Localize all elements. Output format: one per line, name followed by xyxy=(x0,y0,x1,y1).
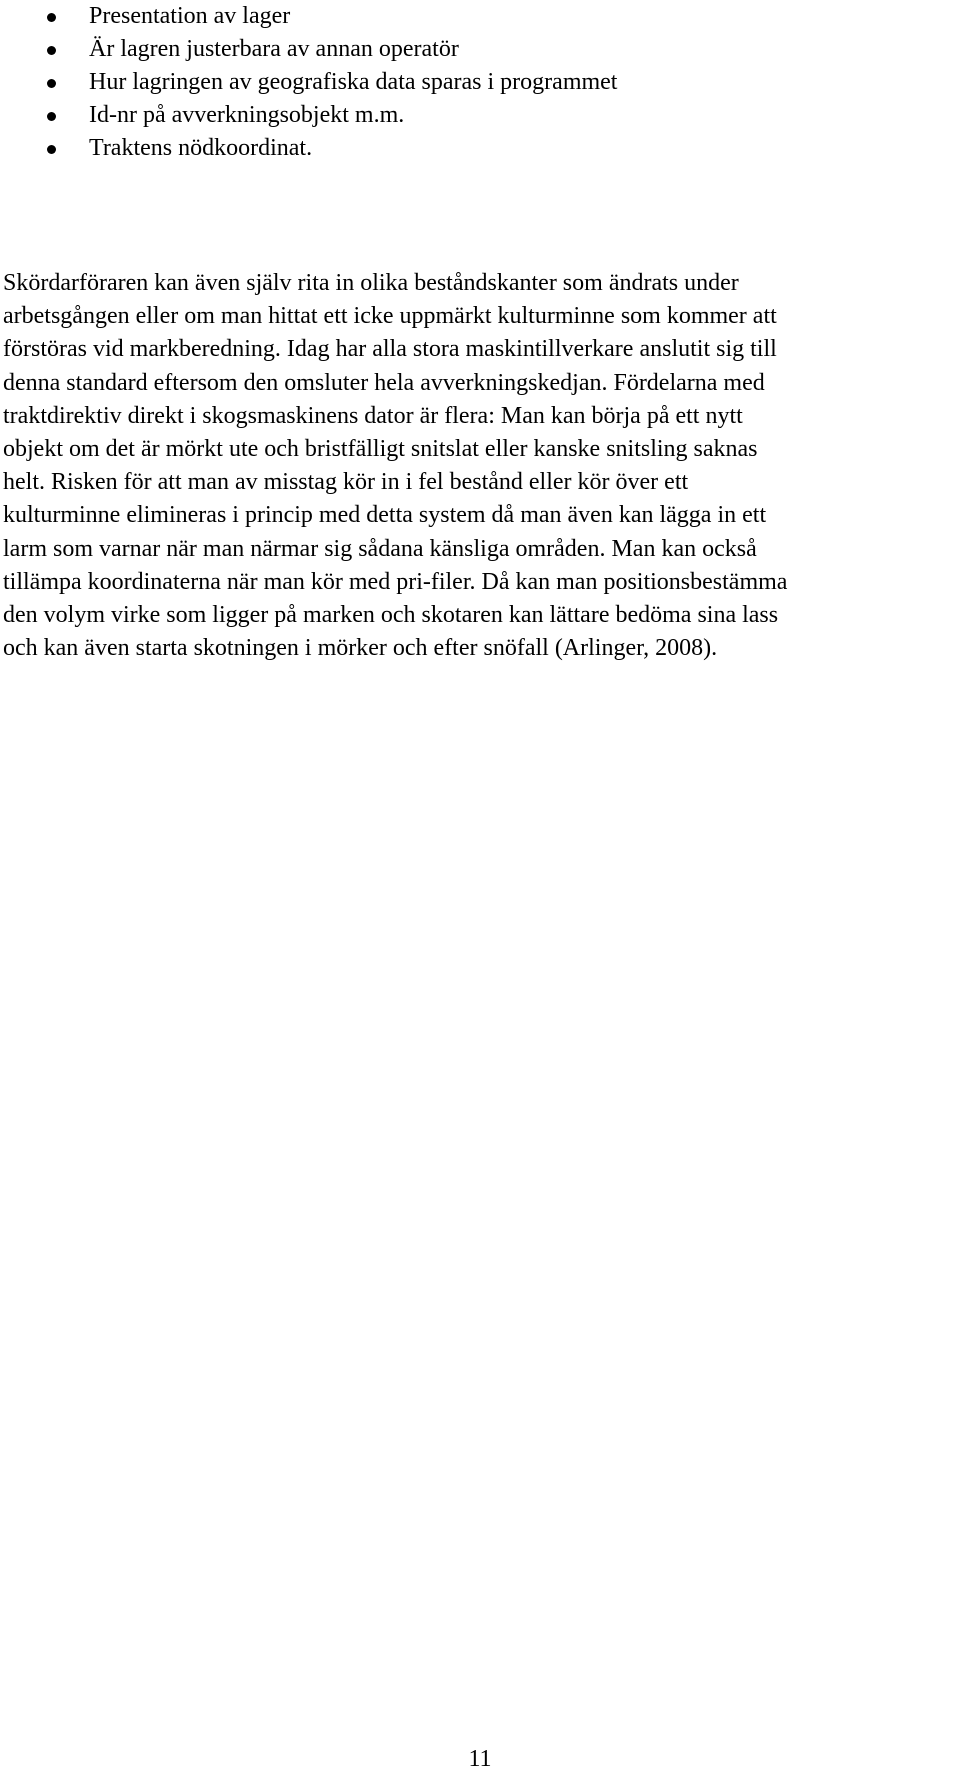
bullet-icon xyxy=(47,145,56,154)
bullet-text: Traktens nödkoordinat. xyxy=(89,135,313,161)
paragraph-line: denna standard eftersom den omsluter hela avverkningskedjan. Fördelarna med xyxy=(3,369,765,396)
bullet-icon xyxy=(47,13,56,22)
paragraph-line: förstöras vid markberedning. Idag har alla stora maskintillverkare anslutit sig till xyxy=(3,336,777,363)
paragraph-line: larm som varnar när man närmar sig sådana känsliga områden. Man kan också xyxy=(3,535,757,562)
bullet-icon xyxy=(47,112,56,121)
paragraph-line: objekt om det är mörkt ute och bristfälligt snitslat eller kanske snitsling saknas xyxy=(3,435,758,462)
paragraph-line: och kan även starta skotningen i mörker och efter snöfall (Arlinger, 2008). xyxy=(3,635,718,662)
bullet-icon xyxy=(47,46,56,55)
bullet-text: Presentation av lager xyxy=(89,3,291,29)
paragraph-line: traktdirektiv direkt i skogsmaskinens dator är flera: Man kan börja på ett nytt xyxy=(3,402,743,429)
paragraph-line: Skördarföraren kan även själv rita in olika beståndskanter som ändrats under xyxy=(3,270,739,296)
paragraph-line: helt. Risken för att man av misstag kör in i fel bestånd eller kör över ett xyxy=(3,469,689,496)
bullet-text: Id-nr på avverkningsobjekt m.m. xyxy=(89,102,405,128)
paragraph-line: den volym virke som ligger på marken och skotaren kan lättare bedöma sina lass xyxy=(3,601,779,628)
page-number: 11 xyxy=(468,1746,492,1772)
paragraph-line: tillämpa koordinaterna när man kör med pri-filer. Då kan man positionsbestämma xyxy=(3,568,788,595)
body-paragraph xyxy=(3,267,960,665)
bullet-icon xyxy=(47,79,56,88)
paragraph-line: arbetsgången eller om man hittat ett icke uppmärkt kulturminne som kommer att xyxy=(3,303,777,330)
bullet-text: Är lagren justerbara av annan operatör xyxy=(89,36,459,62)
bullet-text: Hur lagringen av geografiska data sparas i programmet xyxy=(89,69,618,95)
paragraph-line: kulturminne elimineras i princip med detta system då man även kan lägga in ett xyxy=(3,502,767,529)
